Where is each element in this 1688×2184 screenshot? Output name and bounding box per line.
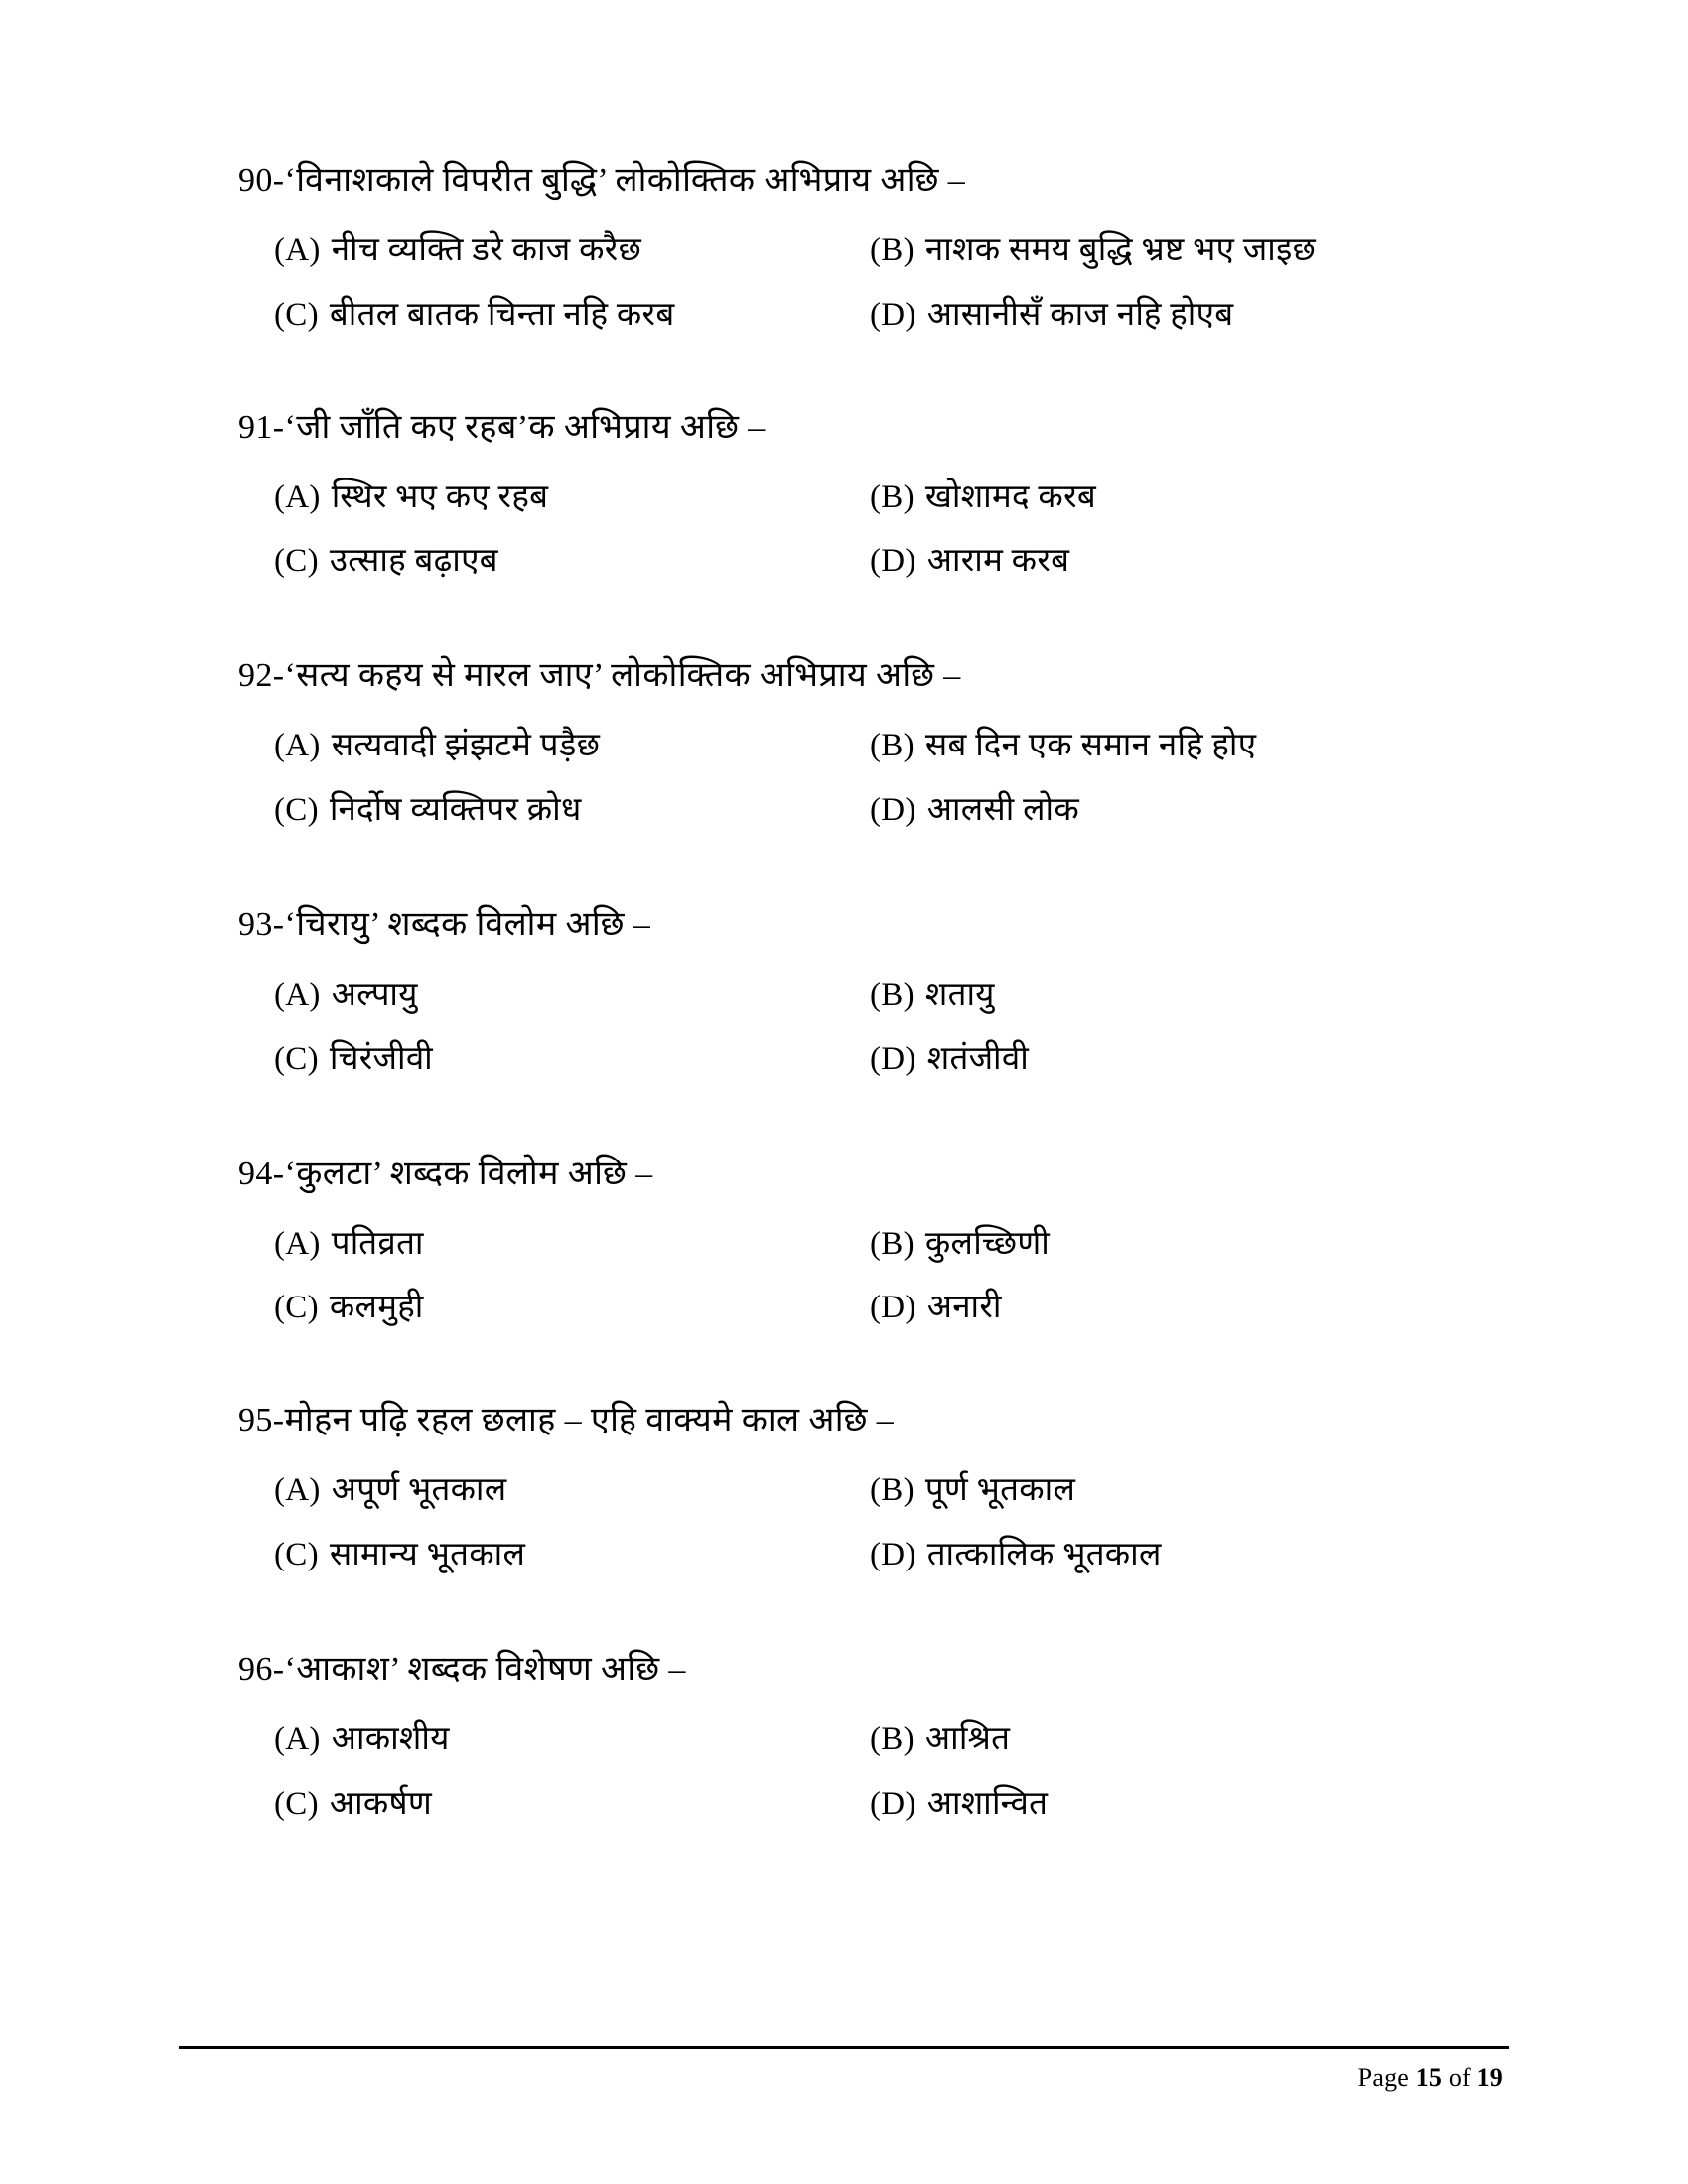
options-grid [274,1718,1470,1826]
option-text: सामान्य भूतकाल [329,1537,526,1573]
question-stem [238,1153,1470,1197]
option-text: सत्यवादी झंझटमे पड़ैछ [331,728,601,764]
option-label: (A) [274,976,321,1013]
question-stem [238,903,1470,948]
option-label: (C) [274,296,319,333]
option-c[interactable] [274,1038,870,1081]
option-a[interactable] [274,1469,870,1512]
question-list [238,159,1470,1826]
option-c[interactable] [274,540,870,583]
option-row [274,1534,1470,1576]
question-text: ‘कुलटा’ शब्दक विलोम अछि – [284,1155,653,1192]
options-grid [274,1223,1470,1330]
option-label: (D) [870,1537,916,1573]
options-grid [274,1469,1470,1576]
option-text: अल्पायु [331,976,418,1013]
option-label: (B) [870,976,914,1013]
option-a[interactable] [274,974,870,1017]
option-text: उत्साह बढ़ाएब [329,543,498,580]
option-d[interactable] [870,789,1470,832]
option-label: (C) [274,543,319,580]
question-number: 96- [238,1650,285,1688]
option-b[interactable] [870,974,1470,1017]
question-block [238,903,1470,1081]
option-a[interactable] [274,1223,870,1266]
option-text: आकर्षण [329,1785,433,1822]
option-text: अनारी [926,1290,1002,1326]
option-label: (D) [870,1785,916,1822]
option-d[interactable] [870,1783,1470,1826]
option-label: (C) [274,1785,319,1822]
option-text: आलसी लोक [926,792,1079,829]
option-row [274,974,1470,1017]
option-c[interactable] [274,294,870,337]
question-block [238,159,1470,337]
option-row [274,1718,1470,1761]
question-block [238,1648,1470,1826]
option-label: (D) [870,296,916,333]
option-c[interactable] [274,1534,870,1576]
question-number: 90- [238,162,285,199]
option-text: चिरंजीवी [329,1040,434,1077]
question-number: 91- [238,408,285,446]
question-text: ‘विनाशकाले विपरीत बुद्धि’ लोकोक्तिक अभिप्राय अछि – [284,162,966,199]
option-d[interactable] [870,294,1470,337]
question-stem [238,159,1470,204]
option-row [274,1038,1470,1081]
option-b[interactable] [870,477,1470,519]
option-label: (B) [870,1720,914,1757]
option-a[interactable] [274,1718,870,1761]
option-b[interactable] [870,229,1470,272]
option-label: (A) [274,1472,321,1509]
question-stem [238,1399,1470,1443]
option-d[interactable] [870,1534,1470,1576]
option-row [274,294,1470,337]
footer-page-total: 19 [1477,2063,1503,2092]
option-c[interactable] [274,1783,870,1826]
option-d[interactable] [870,1287,1470,1329]
option-b[interactable] [870,1223,1470,1266]
option-row [274,725,1470,767]
option-text: नाशक समय बुद्धि भ्रष्ट भए जाइछ [924,231,1317,268]
option-label: (D) [870,1290,916,1326]
option-text: सब दिन एक समान नहि होए [924,728,1257,764]
option-label: (B) [870,728,914,764]
footer-page-prefix: Page [1357,2063,1410,2092]
option-label: (C) [274,1040,319,1077]
option-b[interactable] [870,725,1470,767]
page-number-label [179,2063,1509,2093]
option-text: कलमुही [329,1290,424,1326]
question-number: 92- [238,657,285,695]
option-c[interactable] [274,789,870,832]
option-d[interactable] [870,540,1470,583]
option-c[interactable] [274,1287,870,1329]
option-b[interactable] [870,1718,1470,1761]
footer-page-number: 15 [1415,2063,1443,2092]
footer-divider [179,2046,1509,2049]
question-stem [238,1648,1470,1693]
option-text: अपूर्ण भूतकाल [331,1472,507,1509]
question-stem [238,654,1470,699]
question-text: ‘चिरायु’ शब्दक विलोम अछि – [284,905,651,943]
option-a[interactable] [274,725,870,767]
option-label: (B) [870,1472,914,1509]
option-text: आशान्वित [926,1785,1049,1822]
question-block [238,406,1470,584]
question-text: मोहन पढ़ि रहल छलाह – एहि वाक्यमे काल अछि – [284,1402,895,1439]
option-text: नीच व्यक्ति डरे काज करैछ [331,231,642,268]
option-text: पूर्ण भूतकाल [924,1472,1076,1509]
question-stem [238,406,1470,451]
question-text: ‘जी जाँति कए रहब’क अभिप्राय अछि – [284,408,766,446]
option-label: (B) [870,231,914,268]
question-block [238,654,1470,832]
question-block [238,1399,1470,1576]
option-row [274,1783,1470,1826]
option-b[interactable] [870,1469,1470,1512]
option-label: (D) [870,792,916,829]
option-row [274,229,1470,272]
option-label: (D) [870,543,916,580]
option-text: आश्रित [924,1720,1011,1757]
option-label: (D) [870,1040,916,1077]
options-grid [274,725,1470,832]
option-a[interactable] [274,477,870,519]
option-row [274,477,1470,519]
option-row [274,540,1470,583]
option-row [274,1287,1470,1329]
question-block [238,1153,1470,1330]
options-grid [274,477,1470,584]
option-label: (A) [274,1225,321,1262]
question-text: ‘आकाश’ शब्दक विशेषण अछि – [284,1650,686,1688]
option-row [274,1469,1470,1512]
option-text: आराम करब [926,543,1070,580]
option-text: बीतल बातक चिन्ता नहि करब [329,296,675,333]
question-number: 95- [238,1402,285,1439]
option-label: (C) [274,1290,319,1326]
option-text: निर्दोष व्यक्तिपर क्रोध [329,792,582,829]
option-a[interactable] [274,229,870,272]
page-footer [179,2046,1509,2093]
option-label: (C) [274,1537,319,1573]
options-grid [274,974,1470,1081]
footer-page-of: of [1448,2063,1471,2092]
option-text: पतिव्रता [331,1225,424,1262]
option-row [274,1223,1470,1266]
option-d[interactable] [870,1038,1470,1081]
option-text: कुलच्छिणी [924,1225,1051,1262]
option-text: शतंजीवी [926,1040,1030,1077]
option-label: (B) [870,1225,914,1262]
option-label: (A) [274,728,321,764]
option-text: तात्कालिक भूतकाल [926,1537,1162,1573]
option-label: (A) [274,478,321,515]
option-label: (B) [870,478,914,515]
option-label: (A) [274,231,321,268]
question-number: 94- [238,1155,285,1192]
option-text: आकाशीय [331,1720,450,1757]
question-number: 93- [238,905,285,943]
option-label: (C) [274,792,319,829]
option-text: आसानीसँ काज नहि होएब [926,296,1234,333]
option-text: खोशामद करब [924,478,1097,515]
option-text: स्थिर भए कए रहब [331,478,549,515]
option-row [274,789,1470,832]
question-text: ‘सत्य कहय से मारल जाए’ लोकोक्तिक अभिप्राय अछि – [284,657,961,695]
option-text: शतायु [924,976,995,1013]
option-label: (A) [274,1720,321,1757]
options-grid [274,229,1470,337]
